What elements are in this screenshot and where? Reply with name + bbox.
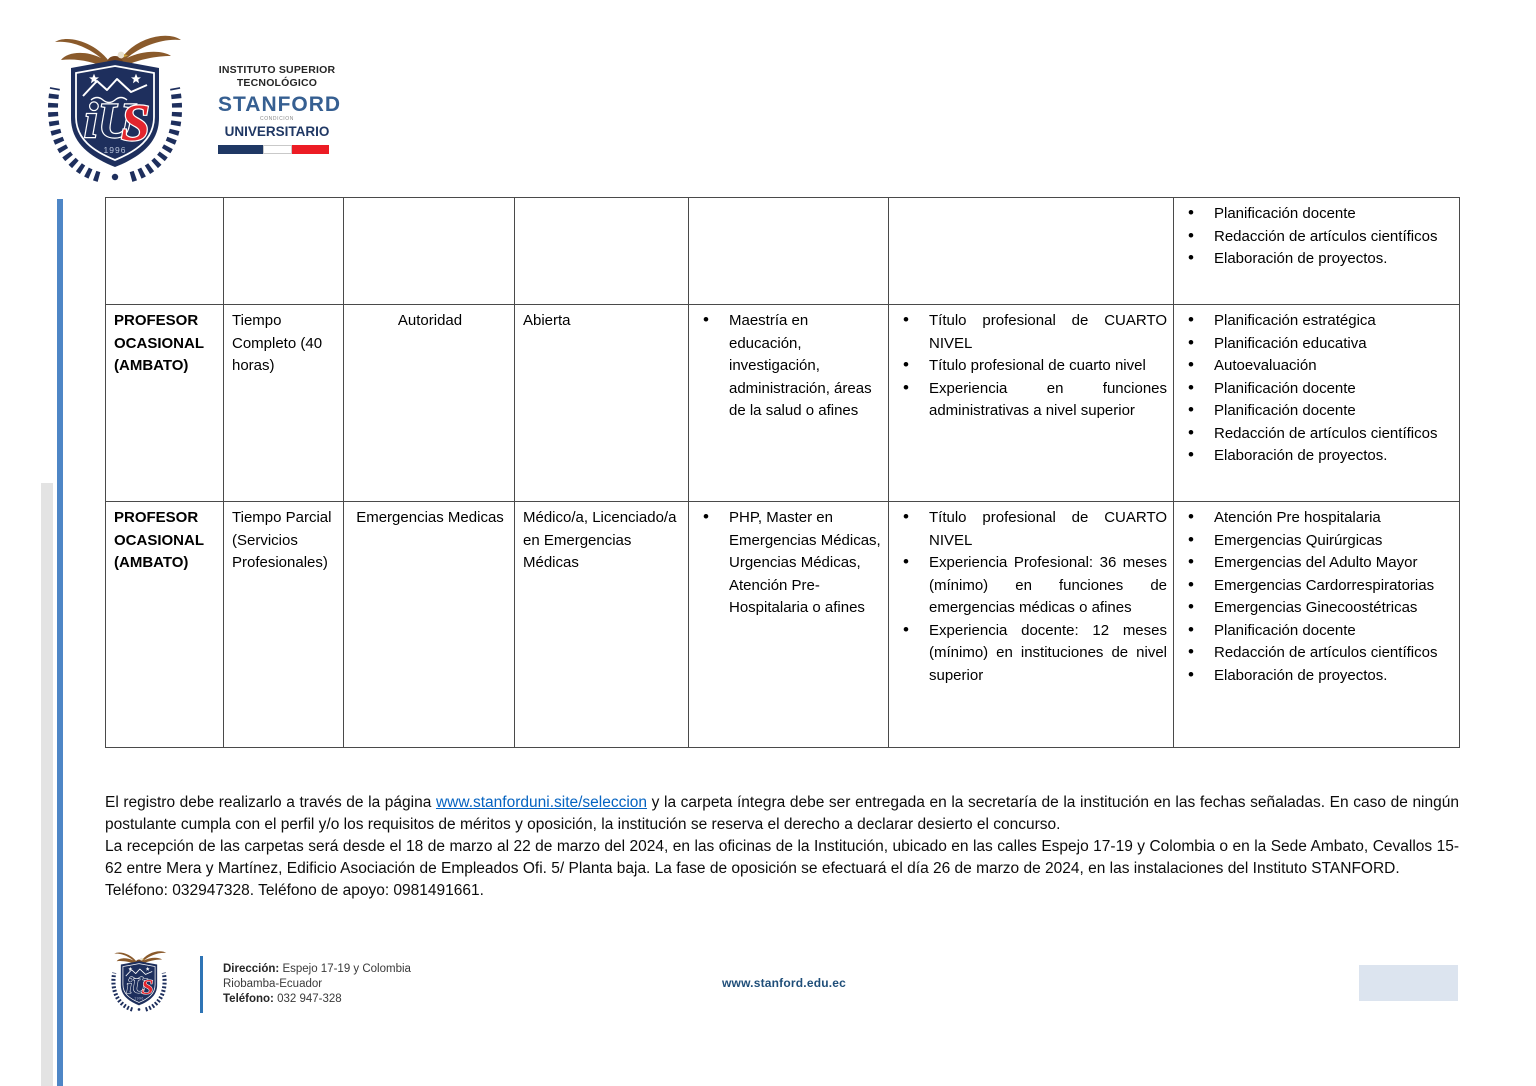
cell-dedicacion: Tiempo Parcial (Servicios Profesionales) (224, 502, 344, 748)
bullet-item: • Elaboración de proyectos. (1182, 248, 1453, 271)
footer-institute-logo (106, 950, 172, 1012)
footer-website: www.stanford.edu.ec (722, 976, 847, 990)
flag-bar-white (263, 145, 292, 154)
org-name-line1: INSTITUTO SUPERIOR (218, 64, 336, 76)
cell-meritos (889, 502, 1174, 748)
cell-perfil (689, 502, 889, 748)
bullet-list (897, 310, 1167, 423)
phone-value: 032 947-328 (273, 993, 342, 1005)
bullet-list (1182, 203, 1453, 271)
institute-wordmark (218, 64, 342, 154)
cell-area (344, 198, 515, 305)
left-gray-accent-bar (41, 483, 53, 1086)
text-after-link: y la carpeta íntegra debe ser entregada en la secretaría de la institución en las fechas señaladas. En caso de ningún postulante cumpla con el perfil y/o los requisitos de méritos y oposición, la institución se reserva el derecho a declarar desierto el concurso. (105, 794, 1459, 833)
bullet-list (897, 507, 1167, 687)
bullet-item: • Planificación docente (1182, 620, 1453, 643)
footer-address-line (223, 962, 411, 977)
bullet-item: • Título profesional de cuarto nivel (897, 355, 1167, 378)
footer-phone-line (223, 992, 411, 1007)
cell-meritos (889, 198, 1174, 305)
bullet-item: • Planificación docente (1182, 378, 1453, 401)
cell-perfil (689, 305, 889, 502)
paragraph-reception: La recepción de las carpetas será desde el 18 de marzo al 22 de marzo del 2024, en las oficinas de la Institución, ubicado en las calles Espejo 17-19 y Colombia o en la Sede Ambato, Cevallos 15-62 entre Mera y Martínez, Edificio Asociación de Empleados Ofi. 5/ Planta baja. La fase de oposición se efectuará el día 26 de marzo de 2024, en las instalaciones del Instituto STANFORD. (105, 838, 1459, 877)
bullet-item: • Título profesional de CUARTO NIVEL (897, 310, 1167, 355)
bullet-item: • Elaboración de proyectos. (1182, 665, 1453, 688)
bullet-item: • Planificación estratégica (1182, 310, 1453, 333)
brand-name: STANFORD (218, 93, 342, 116)
cell-modalidad: Médico/a, Licenciado/a en Emergencias Médicas (515, 502, 689, 748)
cell-modalidad: Abierta (515, 305, 689, 502)
cell-position: PROFESOR OCASIONAL (AMBATO) (106, 305, 224, 502)
paragraph-phones: Teléfono: 032947328. Teléfono de apoyo: 0981491661. (105, 882, 484, 899)
bullet-item: • Emergencias Ginecoostétricas (1182, 597, 1453, 620)
cell-actividades (1174, 502, 1460, 748)
brand-condition: CONDICION (259, 116, 294, 122)
flag-bar (218, 145, 329, 154)
seleccion-link[interactable]: www.stanforduni.site/seleccion (435, 794, 648, 811)
bullet-item: • Autoevaluación (1182, 355, 1453, 378)
table-row (106, 502, 1460, 748)
positions-table (105, 197, 1460, 748)
bullet-list (697, 310, 882, 423)
table-row-continuation (106, 198, 1460, 305)
cell-meritos (889, 305, 1174, 502)
cell-dedicacion: Tiempo Completo (40 horas) (224, 305, 344, 502)
paragraph-registration (105, 792, 1459, 836)
cell-area: Emergencias Medicas (344, 502, 515, 748)
brand-subtitle: UNIVERSITARIO (224, 124, 330, 139)
cell-modalidad (515, 198, 689, 305)
registration-instructions (105, 792, 1459, 902)
cell-area: Autoridad (344, 305, 515, 502)
bullet-item: • PHP, Master en Emergencias Médicas, Urgencias Médicas, Atención Pre-Hospitalaria o afines (697, 507, 882, 620)
bullet-item: • Redacción de artículos científicos (1182, 423, 1453, 446)
institute-logo (35, 34, 195, 182)
flag-bar-blue (218, 145, 263, 154)
cell-actividades (1174, 198, 1460, 305)
left-blue-accent-bar (57, 199, 63, 1086)
text-before-link: El registro debe realizarlo a través de la página (105, 794, 436, 811)
bullet-item: • Experiencia docente: 12 meses (mínimo) en instituciones de nivel superior (897, 620, 1167, 688)
footer-divider (200, 956, 203, 1013)
cell-position (106, 198, 224, 305)
org-name-line2: TECNOLÓGICO (236, 77, 318, 89)
bullet-item: • Planificación docente (1182, 203, 1453, 226)
bullet-item: • Emergencias del Adulto Mayor (1182, 552, 1453, 575)
footer-placeholder-box (1359, 965, 1458, 1001)
cell-actividades (1174, 305, 1460, 502)
bullet-item: • Atención Pre hospitalaria (1182, 507, 1453, 530)
cell-dedicacion (224, 198, 344, 305)
bullet-item: • Emergencias Quirúrgicas (1182, 530, 1453, 553)
bullet-item: • Experiencia en funciones administrativas a nivel superior (897, 378, 1167, 423)
flag-bar-red (292, 145, 329, 154)
bullet-list (697, 507, 882, 620)
table-row (106, 305, 1460, 502)
address-label: Dirección: (223, 963, 280, 975)
bullet-item: • Título profesional de CUARTO NIVEL (897, 507, 1167, 552)
bullet-item: • Emergencias Cardorrespiratorias (1182, 575, 1453, 598)
address-value: Espejo 17-19 y Colombia (279, 963, 411, 975)
bullet-item: • Redacción de artículos científicos (1182, 226, 1453, 249)
cell-perfil (689, 198, 889, 305)
footer-address-block (223, 962, 411, 1007)
bullet-item: • Redacción de artículos científicos (1182, 642, 1453, 665)
phone-label: Teléfono: (223, 993, 274, 1005)
bullet-list (1182, 507, 1453, 687)
bullet-item: • Planificación educativa (1182, 333, 1453, 356)
bullet-item: • Maestría en educación, investigación, administración, áreas de la salud o afines (697, 310, 882, 423)
footer-city-line: Riobamba-Ecuador (223, 978, 323, 990)
bullet-item: • Elaboración de proyectos. (1182, 445, 1453, 468)
cell-position: PROFESOR OCASIONAL (AMBATO) (106, 502, 224, 748)
bullet-item: • Planificación docente (1182, 400, 1453, 423)
bullet-list (1182, 310, 1453, 468)
bullet-item: • Experiencia Profesional: 36 meses (mínimo) en funciones de emergencias médicas o afines (897, 552, 1167, 620)
